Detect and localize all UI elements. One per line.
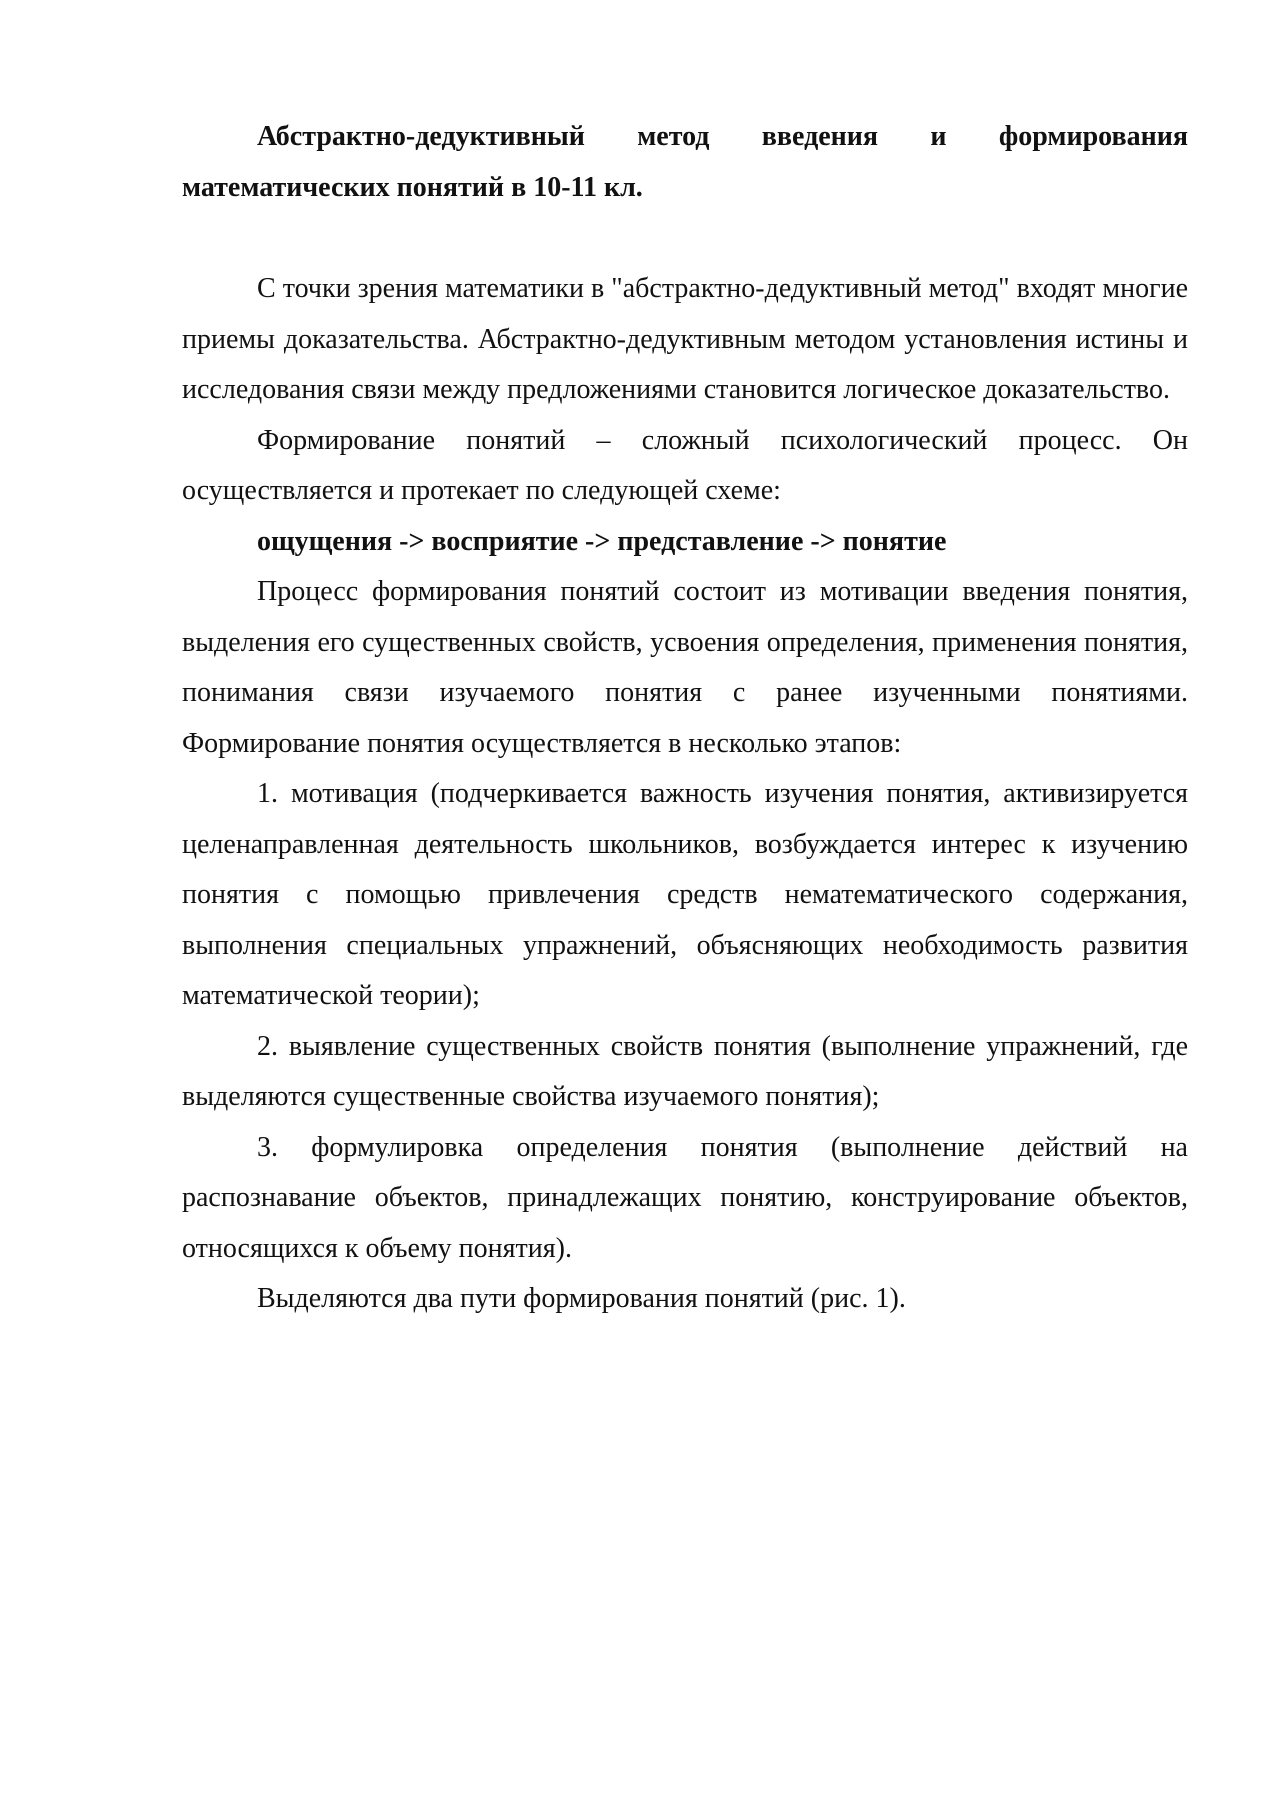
paragraph-two-paths: Выделяются два пути формирования понятий (рис. 1). [257, 1283, 906, 1314]
paragraph-concept-formation-process: Формирование понятий – сложный психологический процесс. Он осуществляется и протекает по следующей схеме: [182, 424, 1188, 506]
paragraph-abstract-deductive-method: С точки зрения математики в "абстрактно-дедуктивный метод" входят многие приемы доказательства. Абстрактно-дедуктивным методом установления истины и исследования связи между предложениями становится логическое доказательство. [182, 273, 1188, 405]
stage-item-motivation: 1. мотивация (подчеркивается важность изучения понятия, активизируется целенаправленная деятельность школьников, возбуждается интерес к изучению понятия с помощью привлечения средств нематематического содержания, выполнения специальных упражнений, объясняющих необходимость развития математической теории); [182, 778, 1188, 1011]
concept-formation-scheme: ощущения -> восприятие -> представление -> понятие [257, 525, 947, 557]
document-title: Абстрактно-дедуктивный метод введения и формирования математических понятий в 10-11 кл. [182, 121, 1188, 203]
title-spacer [182, 213, 1188, 264]
paragraph-formation-stages-intro: Процесс формирования понятий состоит из мотивации введения понятия, выделения его существенных свойств, усвоения определения, применения понятия, понимания связи изучаемого понятия с ранее изученными понятиями. Формирование понятия осуществляется в несколько этапов: [182, 576, 1188, 759]
stage-item-definition: 3. формулировка определения понятия (выполнение действий на распознавание объектов, принадлежащих понятию, конструирование объектов, относящихся к объему понятия). [182, 1131, 1188, 1264]
stage-item-essential-properties: 2. выявление существенных свойств понятия (выполнение упражнений, где выделяются существенные свойства изучаемого понятия); [182, 1030, 1188, 1112]
document-body [182, 112, 1188, 1325]
